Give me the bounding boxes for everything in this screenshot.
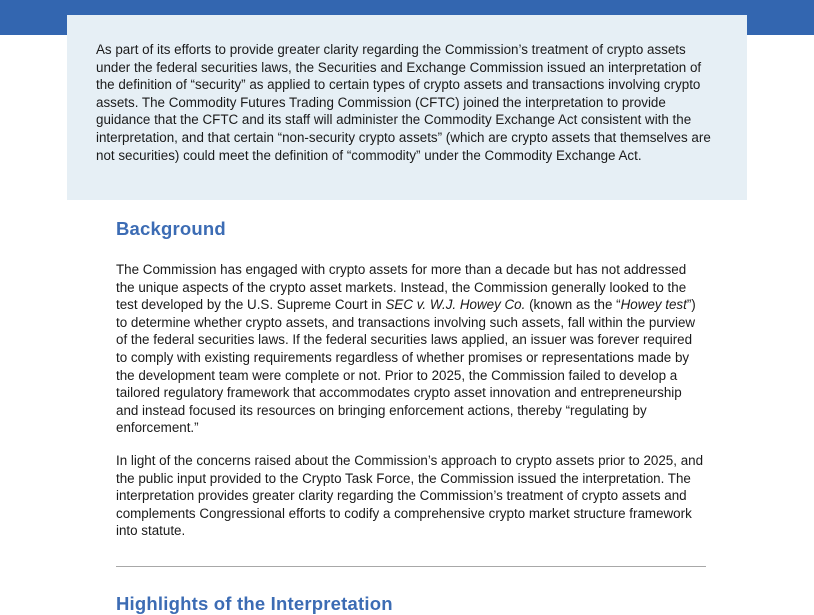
background-paragraph-1 — [116, 261, 706, 437]
background-paragraph-1-part-3: ”) to determine whether crypto assets, and transactions involving such assets, fall within the purview of the federal securities laws. If the federal securities laws applied, an issuer was forever required to comply with existing requirements regardless of whether promises or representations made by the development team were complete or not. Prior to 2025, the Commission failed to develop a tailored regulatory framework that accommodates crypto asset innovation and entrepreneurship and instead focused its resources on bringing enforcement actions, thereby “regulating by enforcement.” — [116, 297, 696, 436]
section-divider — [116, 566, 706, 567]
section-heading-highlights: Highlights of the Interpretation — [116, 592, 393, 614]
summary-callout-box — [67, 15, 747, 200]
background-paragraph-2: In light of the concerns raised about the Commission’s approach to crypto assets prior to 2025, and the public input provided to the Crypto Task Force, the Commission issued the interpretation. The interpretation provides greater clarity regarding the Commission’s treatment of crypto assets and complements Congressional efforts to codify a comprehensive crypto market structure framework into statute. — [116, 452, 704, 539]
summary-callout-text: As part of its efforts to provide greater clarity regarding the Commission’s treatment of crypto assets under the federal securities laws, the Securities and Exchange Commission issued an interpretation of the definition of “security” as applied to certain types of crypto assets and transactions involving crypto assets. The Commodity Futures Trading Commission (CFTC) joined the interpretation to provide guidance that the CFTC and its staff will administer the Commodity Exchange Act consistent with the interpretation, and that certain “non-security crypto assets” (which are crypto assets that themselves are not securities) could meet the definition of “commodity” under the Commodity Exchange Act. — [96, 42, 711, 163]
section-heading-background: Background — [116, 218, 226, 239]
case-citation-howey: SEC v. W.J. Howey Co. — [385, 297, 526, 313]
section-divider-wrap — [116, 566, 706, 567]
background-paragraph-1-part-2: (known as the “ — [525, 297, 621, 313]
howey-test-term: Howey test — [620, 297, 687, 313]
document-content — [116, 218, 706, 615]
background-paragraph-1-part-1: The Commission has engaged with crypto assets for more than a decade but has not addressed the unique aspects of the crypto asset markets. Instead, the Commission generally looked to the test developed by the U.S. Supreme Court in — [116, 262, 687, 313]
